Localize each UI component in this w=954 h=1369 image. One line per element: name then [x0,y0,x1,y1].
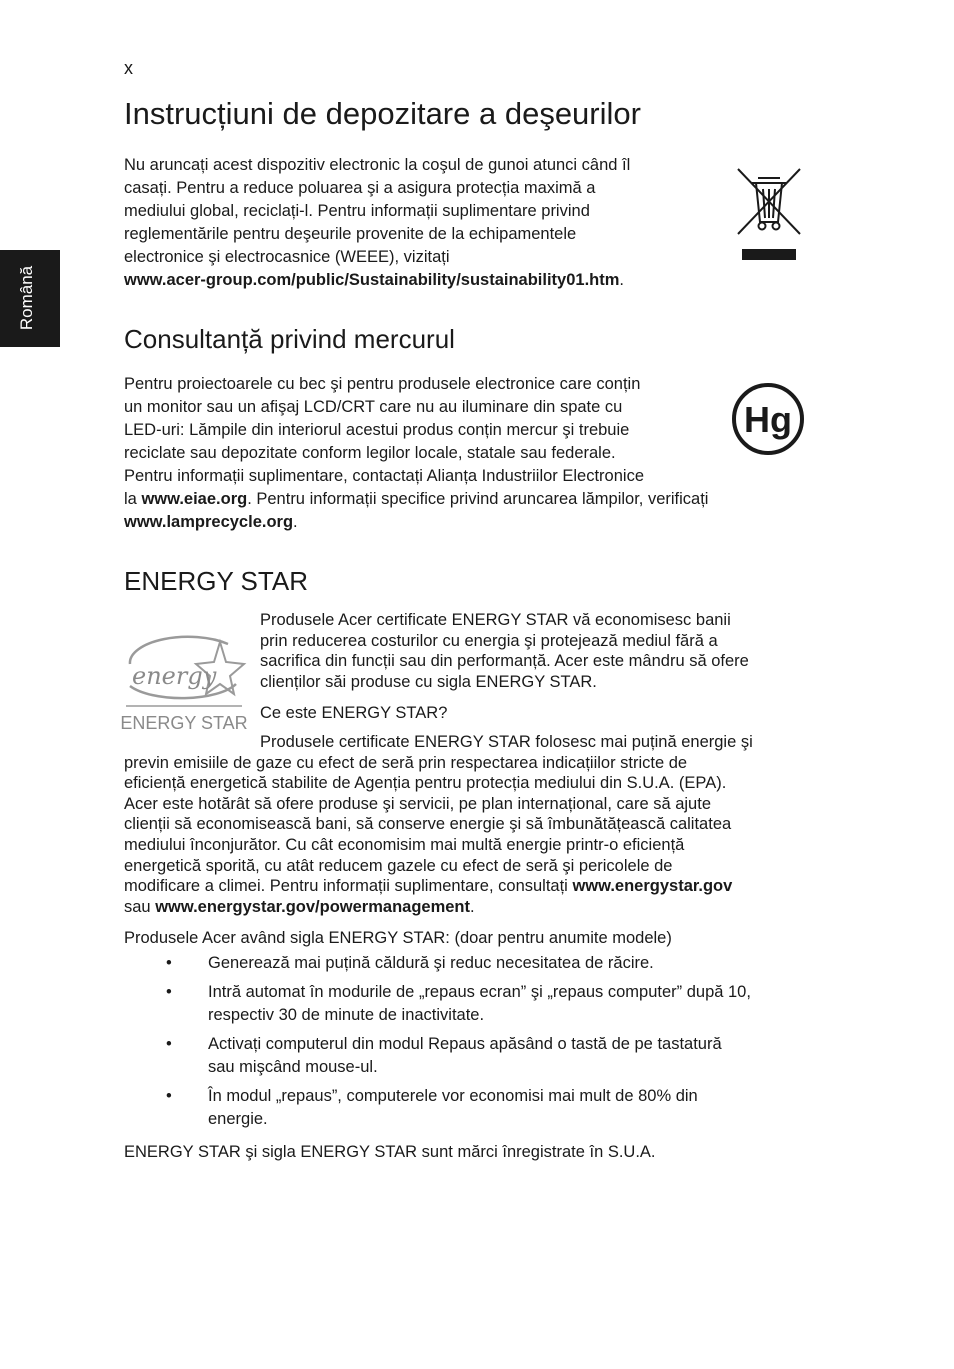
energy-features-list [124,952,814,1137]
energy-star-logo [120,622,248,734]
energystar-powermanagement-link[interactable]: www.energystar.gov/powermanagement [155,897,471,916]
energy-intro-line: sacrifica din funcții sau din performanță. Acer este mândru să ofere [260,652,749,671]
language-tab-label: Română [17,265,36,331]
language-tab [0,250,60,347]
list-item [124,981,814,1028]
punctuation: . [619,271,624,289]
energy-intro-paragraph [260,610,749,692]
lamprecycle-link[interactable]: www.lamprecycle.org [124,513,294,531]
mercury-line: Pentru informații suplimentare, contactați Alianța Industriilor Electronice [124,467,644,485]
waste-line: Nu aruncați acest dispozitiv electronic la coşul de gunoi atunci când îl [124,156,631,174]
energy-answer-line: previn emisiile de gaze cu efect de seră prin respectarea indicațiilor stricte de [124,753,688,772]
energy-answer-line: mediului înconjurător. Cu cât economisim mai multă energie printr-o eficiență [124,835,685,854]
energy-intro-line: Produsele Acer certificate ENERGY STAR vă economisesc banii [260,611,731,629]
waste-line: electronice şi electrocasnice (WEEE), vizitați [124,248,450,266]
list-item-text: energie. [208,1110,268,1128]
eiae-link[interactable]: www.eiae.org [141,490,248,508]
energy-answer-line: modificare a climei. Pentru informații suplimentare, consultați [124,877,573,896]
list-item [124,1033,814,1080]
energy-intro-line: clienților săi produse cu sigla ENERGY STAR. [260,672,597,691]
list-item [124,1085,814,1132]
list-item-text: respectiv 30 de minute de inactivitate. [208,1006,485,1024]
energystar-gov-link[interactable]: www.energystar.gov [572,877,733,896]
energy-answer-line: clienții să economisească bani, să conserve energie şi să îmbunătățească calitatea [124,815,732,834]
page-number: x [124,58,133,78]
energy-answer-line: Acer este hotărât să ofere produse şi servicii, pe plan internațional, care să ajute [124,794,711,813]
mercury-line: LED-uri: Lămpile din interiorul acestui produs conțin mercur şi trebuie [124,421,630,439]
section-title-waste: Instrucțiuni de depozitare a deşeurilor [124,96,641,131]
mercury-line: la [124,490,142,508]
list-item-text: Generează mai puțină căldură şi reduc necesitatea de răcire. [208,954,654,972]
mercury-line: Pentru proiectoarele cu bec şi pentru produsele electronice care conțin [124,375,641,393]
mercury-hg-icon [730,381,806,457]
weee-crossed-bin-icon [732,164,804,264]
waste-paragraph [124,154,630,292]
energy-answer-line: Produsele certificate ENERGY STAR folosesc mai puțină energie şi [260,733,753,751]
energy-logo-caption: ENERGY STAR [120,713,248,733]
bullet-icon: • [166,1034,172,1053]
section-title-mercury: Consultanță privind mercurul [124,324,455,354]
energy-list-intro: Produsele Acer având sigla ENERGY STAR: (doar pentru anumite modele) [124,929,672,947]
energy-question: Ce este ENERGY STAR? [260,704,448,722]
energy-answer-line: eficiență energetică stabilite de Agenția pentru protecția mediului din S.U.A. (EPA). [124,774,727,793]
energy-logo-script: energy [132,662,217,690]
mercury-line: reciclate sau depozitate conform legilor locale, statale sau federale. [124,444,616,462]
waste-line: mediului global, reciclați-l. Pentru informații suplimentare privind [124,202,590,220]
list-item-text: sau mişcând mouse-ul. [208,1058,378,1076]
punctuation: . [293,513,298,531]
list-item-text: În modul „repaus”, computerele vor economisi mai mult de 80% din [208,1086,698,1105]
waste-line: reglementările pentru deşeurile provenite de la echipamentele [124,225,577,243]
bullet-icon: • [166,954,172,972]
punctuation: . [470,897,475,916]
waste-line: casați. Pentru a reduce poluarea şi a asigura protecția maximă a [124,179,596,197]
bullet-icon: • [166,1086,172,1105]
mercury-symbol-text: Hg [744,399,792,440]
list-item [124,952,814,976]
energy-answer-paragraph [124,732,753,917]
acer-sustainability-link[interactable]: www.acer-group.com/public/Sustainability/sustainability01.htm [124,271,620,289]
energy-answer-line: sau [124,897,156,916]
mercury-paragraph [124,373,708,534]
energy-footer-note: ENERGY STAR şi sigla ENERGY STAR sunt mărci înregistrate în S.U.A. [124,1143,656,1161]
mercury-line: . Pentru informații specifice privind aruncarea lămpilor, verificați [247,490,709,508]
energy-intro-line: prin reducerea costurilor cu energia şi protejează mediul fără a [260,631,718,650]
bullet-icon: • [166,982,172,1001]
list-item-text: Intră automat în modurile de „repaus ecran” şi „repaus computer” după 10, [208,982,751,1001]
energy-answer-line: energetică sporită, cu atât reducem gazele cu efect de seră şi pericolele de [124,856,673,875]
section-title-energy-star: ENERGY STAR [124,566,308,596]
mercury-line: un monitor sau un afişaj LCD/CRT care nu au iluminare din spate cu [124,398,623,416]
list-item-text: Activați computerul din modul Repaus apăsând o tastă de pe tastatură [208,1034,722,1053]
